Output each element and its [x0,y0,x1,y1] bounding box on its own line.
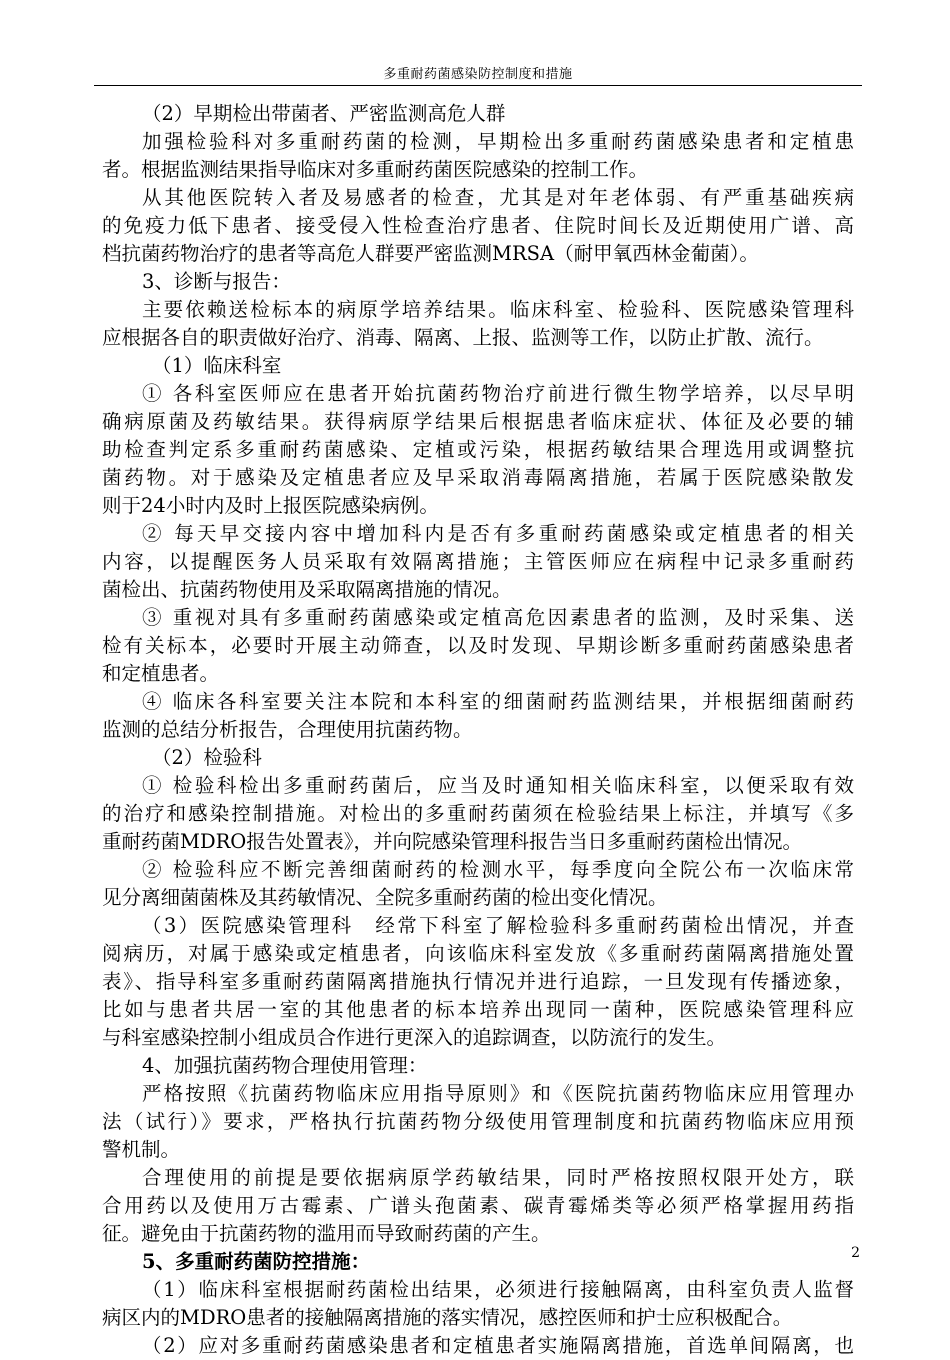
paragraph-line: 的免疫力低下患者、接受侵入性检查治疗患者、住院时间长及近期使用广谱、高 [102,214,854,237]
paragraph-line: 重耐药菌MDRO报告处置表》，并向院感染管理科报告当日多重耐药菌检出情况。 [102,830,803,853]
paragraph-line: 则于24小时内及时上报医院感染病例。 [102,494,439,517]
paragraph-line: 与科室感染控制小组成员合作进行更深入的追踪调查，以防流行的发生。 [102,1026,727,1049]
paragraph-line: 警机制。 [102,1138,181,1161]
paragraph-line: 主要依赖送检标本的病原学培养结果。临床科室、检验科、医院感染管理科 [142,298,854,321]
paragraph-line: 病区内的MDRO患者的接触隔离措施的落实情况，感控医师和护士应积极配合。 [102,1306,793,1329]
paragraph-line: （1）临床科室根据耐药菌检出结果，必须进行接触隔离，由科室负责人监督 [142,1278,854,1301]
paragraph-line: ① 检验科检出多重耐药菌后，应当及时通知相关临床科室，以便采取有效 [142,774,854,797]
paragraph-line: 档抗菌药物治疗的患者等高危人群要严密监测MRSA（耐甲氧西林金葡菌）。 [102,242,759,265]
paragraph-line: ② 每天早交接内容中增加科内是否有多重耐药菌感染或定植患者的相关 [142,522,854,545]
paragraph-line: （3）医院感染管理科 经常下科室了解检验科多重耐药菌检出情况，并查 [142,914,854,937]
page-number: 2 [851,1245,860,1261]
paragraph-line: 的治疗和感染控制措施。对检出的多重耐药菌须在检验结果上标注，并填写《多 [102,802,854,825]
header-rule [94,85,862,86]
paragraph-line: 菌药物。对于感染及定植患者应及早采取消毒隔离措施，若属于医院感染散发 [102,466,854,489]
paragraph-line: 应根据各自的职责做好治疗、消毒、隔离、上报、监测等工作，以防止扩散、流行。 [102,326,824,349]
heading-diagnosis-report: 3、诊断与报告： [142,270,291,293]
paragraph-line: 和定植患者。 [102,662,220,685]
paragraph-line: 从其他医院转入者及易感者的检查，尤其是对年老体弱、有严重基础疾病 [142,186,854,209]
paragraph-line: 合用药以及使用万古霉素、广谱头孢菌素、碳青霉烯类等必须严格掌握用药指 [102,1194,854,1217]
paragraph-line: ④ 临床各科室要关注本院和本科室的细菌耐药监测结果，并根据细菌耐药 [142,690,854,713]
paragraph-line: 者。根据监测结果指导临床对多重耐药菌医院感染的控制工作。 [102,158,649,181]
paragraph-line: 征。避免由于抗菌药物的滥用而导致耐药菌的产生。 [102,1222,551,1245]
paragraph-line: ③ 重视对具有多重耐药菌感染或定植高危因素患者的监测，及时采集、送 [142,606,854,629]
paragraph-line: 严格按照《抗菌药物临床应用指导原则》和《医院抗菌药物临床应用管理办 [142,1082,854,1105]
heading-clinical-dept: （1）临床科室 [152,354,282,377]
running-header: 多重耐药菌感染防控制度和措施 [383,67,573,82]
paragraph-line: ② 检验科应不断完善细菌耐药的检测水平，每季度向全院公布一次临床常 [142,858,854,881]
heading-early-detection: （2）早期检出带菌者、严密监测高危人群 [142,102,506,125]
paragraph-line: 见分离细菌菌株及其药敏情况、全院多重耐药菌的检出变化情况。 [102,886,668,909]
paragraph-line: （2）应对多重耐药菌感染患者和定植患者实施隔离措施，首选单间隔离，也 [142,1334,854,1357]
body-text [102,100,854,1360]
heading-prevention-measures: 5、多重耐药菌防控措施： [142,1250,371,1273]
paragraph-line: 合理使用的前提是要依据病原学药敏结果，同时严格按照权限开处方，联 [142,1166,854,1189]
paragraph-line: 加强检验科对多重耐药菌的检测，早期检出多重耐药菌感染患者和定植患 [142,130,854,153]
paragraph-line: 菌检出、抗菌药物使用及采取隔离措施的情况。 [102,578,512,601]
paragraph-line: 表》、指导科室多重耐药菌隔离措施执行情况并进行追踪，一旦发现有传播迹象， [102,970,854,993]
heading-antibiotic-management: 4、加强抗菌药物合理使用管理： [142,1054,428,1077]
paragraph-line: 确病原菌及药敏结果。获得病原学结果后根据患者临床症状、体征及必要的辅 [102,410,854,433]
paragraph-line: 阅病历，对属于感染或定植患者，向该临床科室发放《多重耐药菌隔离措施处置 [102,942,854,965]
paragraph-line: ① 各科室医师应在患者开始抗菌药物治疗前进行微生物学培养，以尽早明 [142,382,854,405]
paragraph-line: 内容，以提醒医务人员采取有效隔离措施；主管医师应在病程中记录多重耐药 [102,550,854,573]
paragraph-line: 比如与患者共居一室的其他患者的标本培养出现同一菌种，医院感染管理科应 [102,998,854,1021]
paragraph-line: 法（试行）》要求，严格执行抗菌药物分级使用管理制度和抗菌药物临床应用预 [102,1110,854,1133]
paragraph-line: 检有关标本，必要时开展主动筛查，以及时发现、早期诊断多重耐药菌感染患者 [102,634,854,657]
heading-laboratory: （2）检验科 [152,746,262,769]
paragraph-line: 监测的总结分析报告，合理使用抗菌药物。 [102,718,473,741]
paragraph-line: 助检查判定系多重耐药菌感染、定植或污染，根据药敏结果合理选用或调整抗 [102,438,854,461]
